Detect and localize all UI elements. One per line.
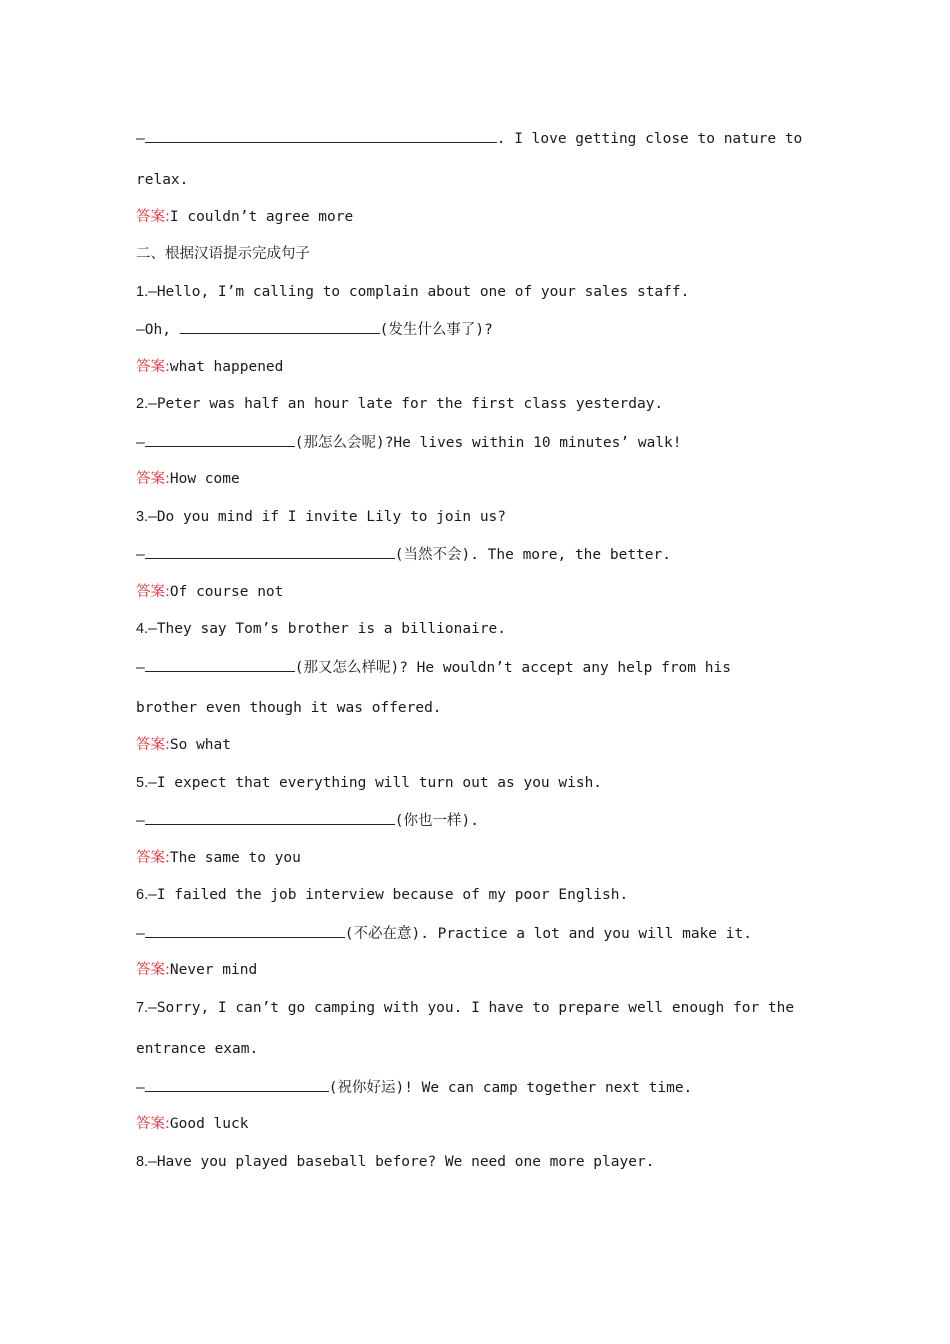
response-prefix: — — [136, 813, 145, 829]
answer-label: 答案: — [136, 1116, 170, 1132]
answer-line — [136, 735, 231, 755]
question-text: —Do you mind if I invite Lily to join us? — [148, 509, 507, 525]
dash: — — [136, 131, 145, 147]
question-number: 4. — [136, 621, 149, 637]
question-line — [136, 619, 506, 639]
answer-blank[interactable] — [145, 657, 295, 672]
question-line — [136, 773, 602, 793]
answer-line — [136, 582, 283, 602]
section-title: 二、根据汉语提示完成句子 — [136, 246, 310, 262]
answer-blank[interactable] — [145, 432, 295, 447]
response-hint: (那又怎么样呢)? He wouldn’t accept any help from his — [294, 660, 731, 676]
answer-blank[interactable] — [145, 544, 395, 559]
question-text: —I expect that everything will turn out as you wish. — [148, 775, 603, 791]
answer-line — [136, 469, 240, 489]
question-number: 5. — [136, 775, 149, 791]
question-number: 7. — [136, 1000, 149, 1016]
question-text: —Peter was half an hour late for the first class yesterday. — [148, 396, 664, 412]
answer-text: Of course not — [169, 584, 284, 600]
question-line — [136, 1152, 654, 1172]
response-prefix: — — [136, 660, 145, 676]
answer-text: Good luck — [169, 1116, 249, 1132]
response-text: . I love getting close to nature to — [496, 131, 803, 147]
answer-text: Never mind — [169, 962, 258, 978]
question-number: 3. — [136, 509, 149, 525]
answer-text: what happened — [169, 359, 284, 375]
response-hint: (不必在意). Practice a lot and you will make it. — [344, 926, 752, 942]
answer-label: 答案: — [136, 584, 170, 600]
response-hint: (当然不会). The more, the better. — [394, 547, 671, 563]
question-line — [136, 885, 628, 905]
question-text: —Have you played baseball before? We need one more player. — [148, 1154, 655, 1170]
question-number: 2. — [136, 396, 149, 412]
intro-answer-line — [136, 207, 353, 227]
response-line — [136, 319, 493, 340]
response-prefix: — — [136, 435, 145, 451]
response-line — [136, 810, 479, 831]
answer-text: I couldn’t agree more — [169, 209, 354, 225]
question-line — [136, 507, 506, 527]
answer-label: 答案: — [136, 359, 170, 375]
answer-text: The same to you — [169, 850, 301, 866]
question-text: —Sorry, I can’t go camping with you. I have to prepare well enough for the — [148, 1000, 795, 1016]
answer-line — [136, 848, 301, 868]
answer-blank[interactable] — [145, 810, 395, 825]
answer-blank[interactable] — [145, 923, 345, 938]
response-continuation: brother even though it was offered. — [136, 700, 442, 716]
question-line — [136, 282, 689, 302]
question-continuation: entrance exam. — [136, 1041, 259, 1057]
question-number: 8. — [136, 1154, 149, 1170]
answer-text: So what — [169, 737, 231, 753]
intro-response-continuation: relax. — [136, 172, 189, 188]
question-number: 1. — [136, 284, 149, 300]
answer-label: 答案: — [136, 850, 170, 866]
question-text: —I failed the job interview because of my poor English. — [148, 887, 629, 903]
question-text: —Hello, I’m calling to complain about one of your sales staff. — [148, 284, 690, 300]
answer-label: 答案: — [136, 209, 170, 225]
answer-line — [136, 357, 283, 377]
response-hint: (你也一样). — [394, 813, 479, 829]
response-prefix: — — [136, 926, 145, 942]
answer-text: How come — [169, 471, 240, 487]
answer-blank[interactable] — [145, 1077, 329, 1092]
question-text: —They say Tom’s brother is a billionaire. — [148, 621, 507, 637]
question-number: 6. — [136, 887, 149, 903]
intro-response-line — [136, 128, 802, 149]
answer-blank[interactable] — [145, 128, 497, 143]
question-line — [136, 394, 663, 414]
answer-line — [136, 1114, 248, 1134]
answer-blank[interactable] — [180, 319, 380, 334]
answer-line — [136, 960, 257, 980]
response-hint: (祝你好运)! We can camp together next time. — [328, 1080, 693, 1096]
response-hint: (发生什么事了)? — [379, 322, 493, 338]
question-line — [136, 998, 794, 1018]
answer-label: 答案: — [136, 962, 170, 978]
response-line — [136, 657, 731, 678]
answer-label: 答案: — [136, 471, 170, 487]
response-prefix: — — [136, 547, 145, 563]
response-line — [136, 1077, 692, 1098]
response-line — [136, 923, 752, 944]
response-line — [136, 432, 682, 453]
answer-label: 答案: — [136, 737, 170, 753]
response-line — [136, 544, 671, 565]
response-prefix: —Oh, — [136, 322, 180, 338]
response-prefix: — — [136, 1080, 145, 1096]
response-hint: (那怎么会呢)?He lives within 10 minutes’ walk! — [294, 435, 682, 451]
